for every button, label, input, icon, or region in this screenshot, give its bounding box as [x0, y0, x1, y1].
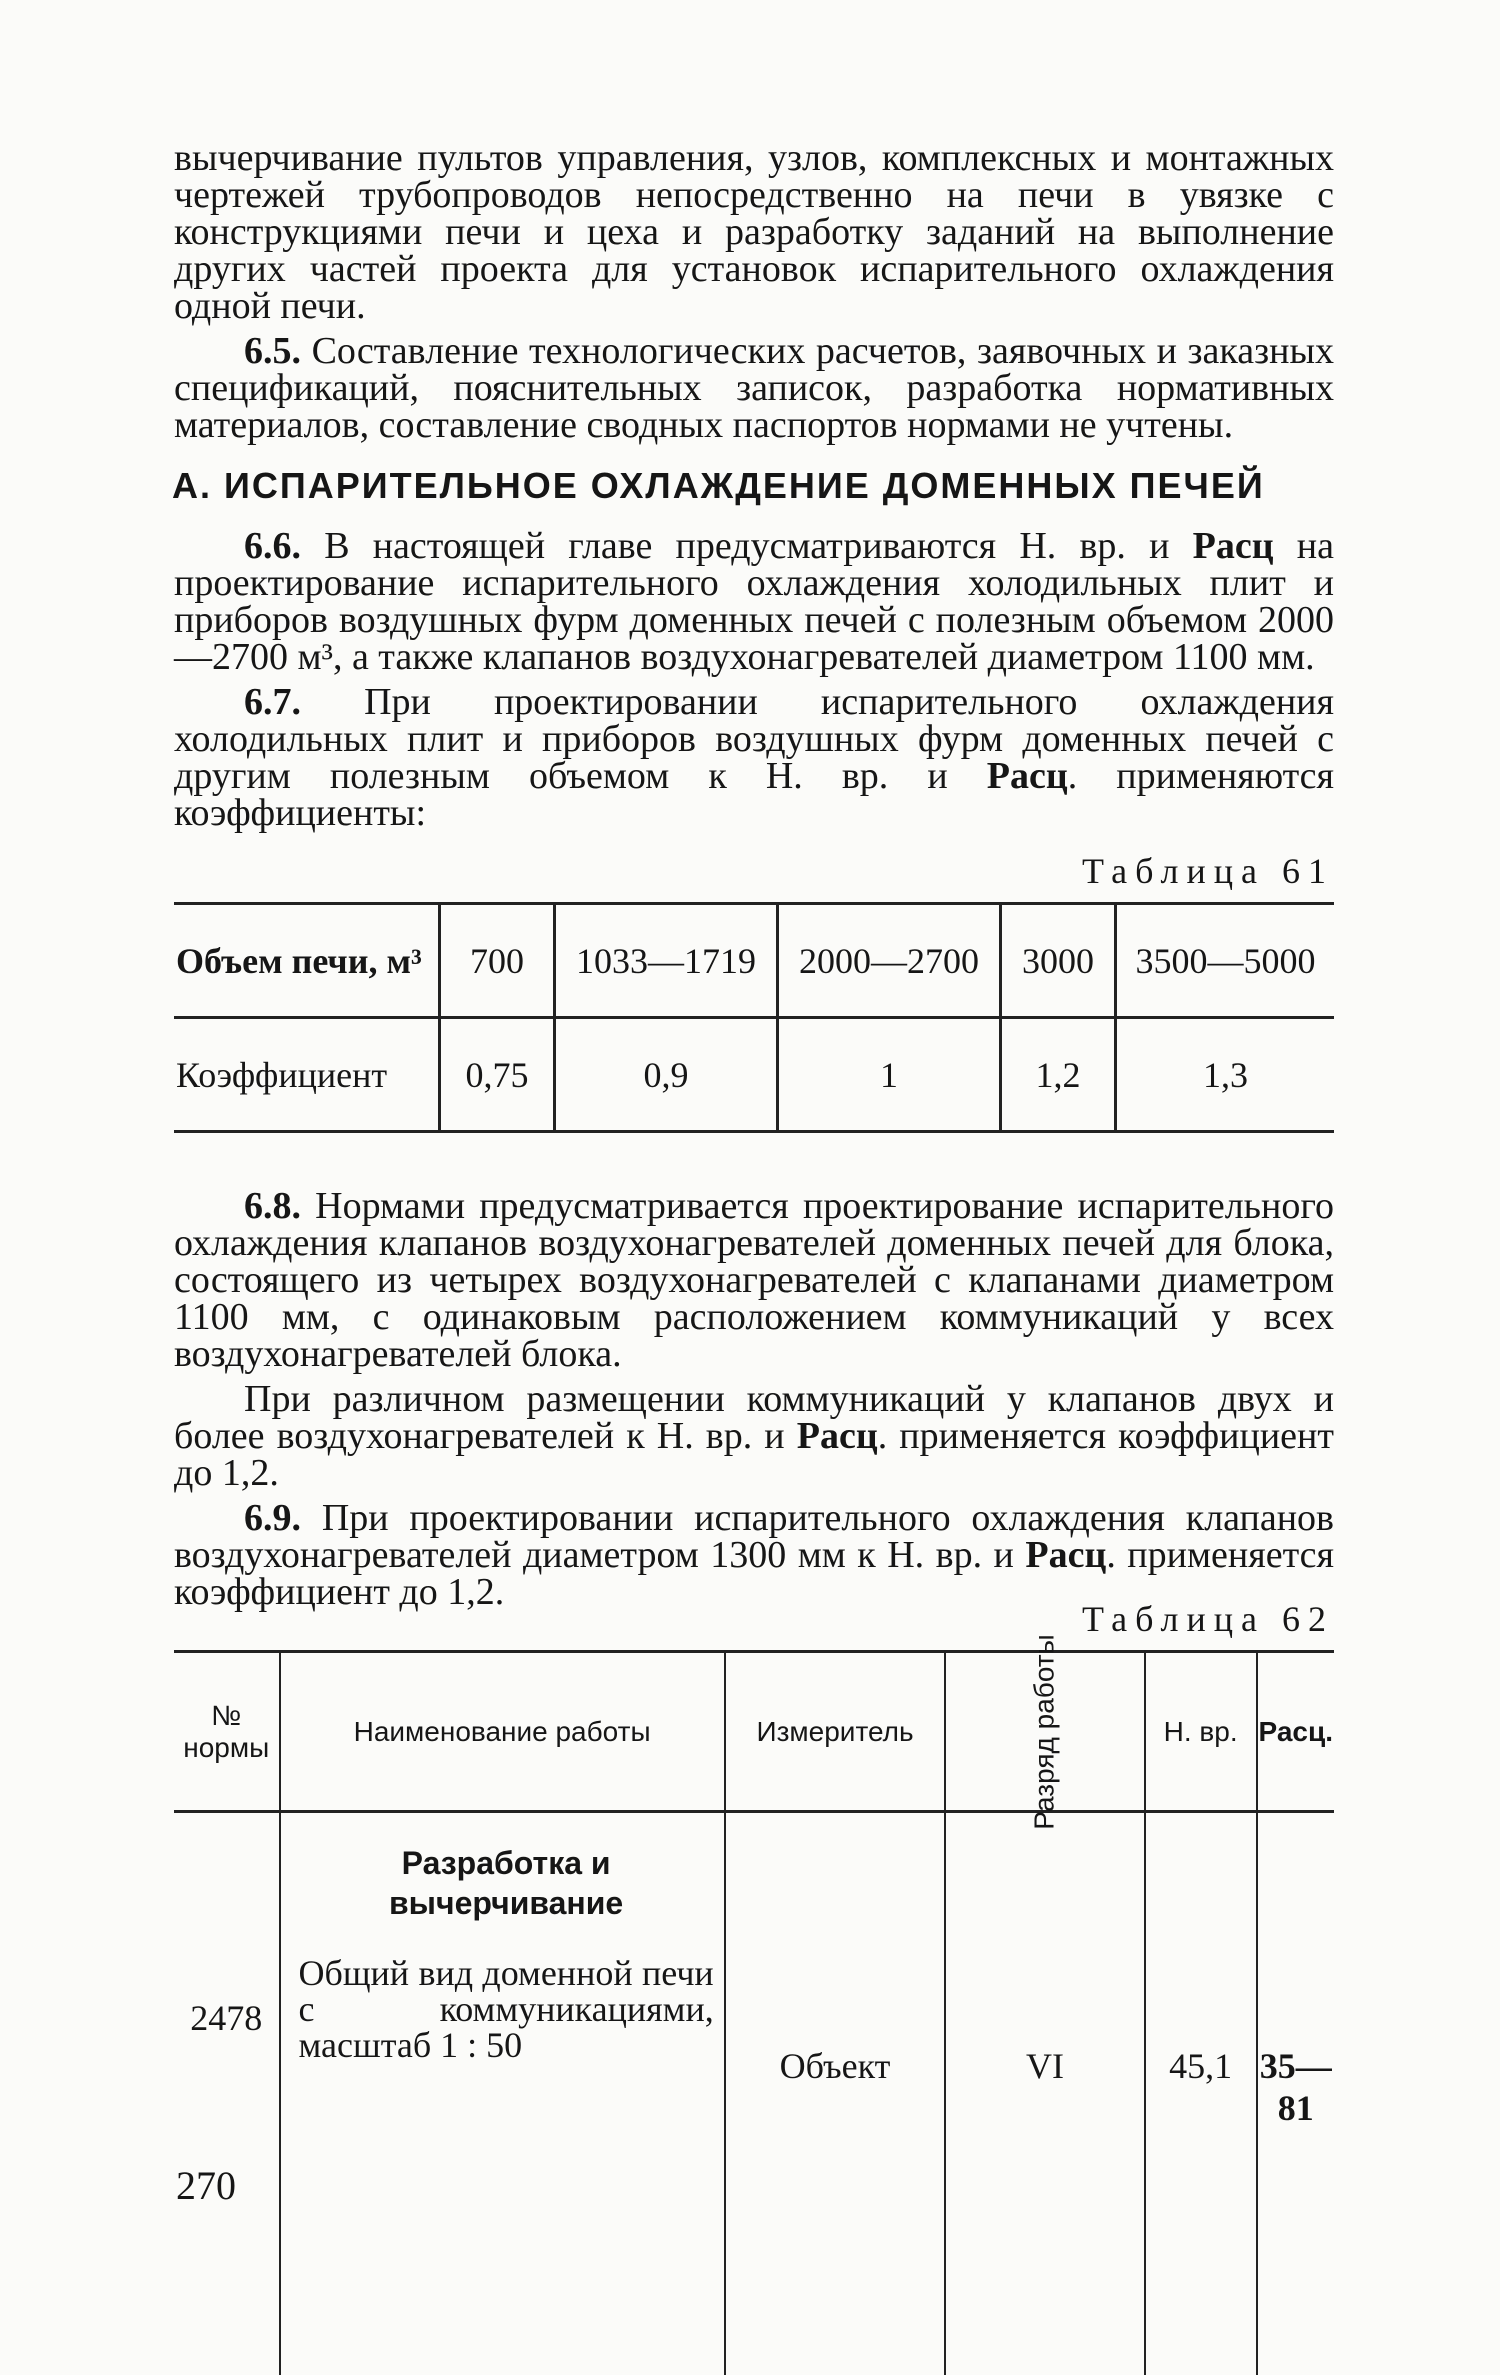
table-62 [174, 1650, 1334, 2375]
header-norm: № нормы [174, 1652, 280, 1812]
work-name-cell [280, 1812, 725, 2375]
paragraph-6-8: 6.8. Нормами предусматривается проектирование испарительного охлаждения клапанов воздухонагревателей доменных печей для блока, состоящего из четырех воздухонагревателей с клапанами диаметром 1100 мм, с одинаковым расположением коммуникаций у всех воздухонагревателей блока. [174, 1188, 1334, 1373]
header-grade: Разряд работы [945, 1652, 1144, 1812]
volume-cell: 1033—1719 [555, 904, 778, 1018]
time-cell: 45,1 [1145, 1812, 1257, 2375]
meter-cell: Объект [725, 1812, 946, 2375]
section-subtitle: Разработка и вычерчивание [299, 1843, 714, 1923]
header-label: Объем печи, м³ [174, 904, 440, 1018]
rate-cell: 35—81 [1257, 1812, 1334, 2375]
header-time: Н. вр. [1145, 1652, 1257, 1812]
table-row [174, 904, 1334, 1018]
table-row [174, 1018, 1334, 1132]
coefficient-cell: 1 [778, 1018, 1001, 1132]
volume-cell: 700 [440, 904, 555, 1018]
table-62-caption: Таблица 62 [1082, 1598, 1334, 1640]
clause-number: 6.5. [244, 330, 301, 372]
paragraph-6-8-b: При различном размещении коммуникаций у клапанов двух и более воздухонагревателей к Н. вр. и Расц. применяется коэффициент до 1,2. [174, 1381, 1334, 1492]
body-text-middle [174, 528, 1334, 840]
paragraph-6-9: 6.9. При проектировании испарительного охлаждения клапанов воздухонагревателей диаметром 1300 мм к Н. вр. и Расц. применяется коэффициент до 1,2. [174, 1500, 1334, 1611]
header-name: Наименование работы [280, 1652, 725, 1812]
paragraph-6-7: 6.7. При проектировании испарительного охлаждения холодильных плит и приборов воздушных фурм доменных печей с другим полезным объемом к Н. вр. и Расц. применяются коэффициенты: [174, 684, 1334, 832]
table-row [174, 1812, 1334, 2375]
coefficient-cell: 0,9 [555, 1018, 778, 1132]
paragraph-continuation: вычерчивание пультов управления, узлов, комплексных и монтажных чертежей трубопроводов непосредственно на печи в увязке с конструкциями печи и цеха и разработку заданий на выполнение других частей проекта для установок испарительного охлаждения одной печи. [174, 140, 1334, 325]
section-heading: А. ИСПАРИТЕЛЬНОЕ ОХЛАЖДЕНИЕ ДОМЕННЫХ ПЕЧЕЙ [172, 465, 1265, 507]
paragraph-6-6: 6.6. В настоящей главе предусматриваются Н. вр. и Расц на проектирование испарительного охлаждения холодильных плит и приборов воздушных фурм доменных печей с полезным объемом 2000—2700 м³, а также клапанов воздухонагревателей диаметром 1100 мм. [174, 528, 1334, 676]
table-61-caption: Таблица 61 [1082, 850, 1334, 892]
table-61 [174, 902, 1334, 1133]
row-label: Коэффициент [174, 1018, 440, 1132]
norm-number: 2478 [174, 1812, 280, 2375]
page-number: 270 [176, 2162, 236, 2209]
volume-cell: 2000—2700 [778, 904, 1001, 1018]
table-header-row [174, 1652, 1334, 1812]
volume-cell: 3500—5000 [1116, 904, 1335, 1018]
header-meter: Измеритель [725, 1652, 946, 1812]
header-rate: Расц. [1257, 1652, 1334, 1812]
coefficient-cell: 1,2 [1001, 1018, 1116, 1132]
body-text-top [174, 140, 1334, 452]
volume-cell: 3000 [1001, 904, 1116, 1018]
body-text-lower [174, 1188, 1334, 1619]
coefficient-cell: 1,3 [1116, 1018, 1335, 1132]
work-description: Общий вид доменной печи с коммуникациями, масштаб 1 : 50 [299, 1955, 714, 2063]
grade-cell: VI [945, 1812, 1144, 2375]
paragraph-6-5: 6.5. Составление технологических расчетов, заявочных и заказных спецификаций, пояснительных записок, разработка нормативных материалов, составление сводных паспортов нормами не учтены. [174, 333, 1334, 444]
coefficient-cell: 0,75 [440, 1018, 555, 1132]
